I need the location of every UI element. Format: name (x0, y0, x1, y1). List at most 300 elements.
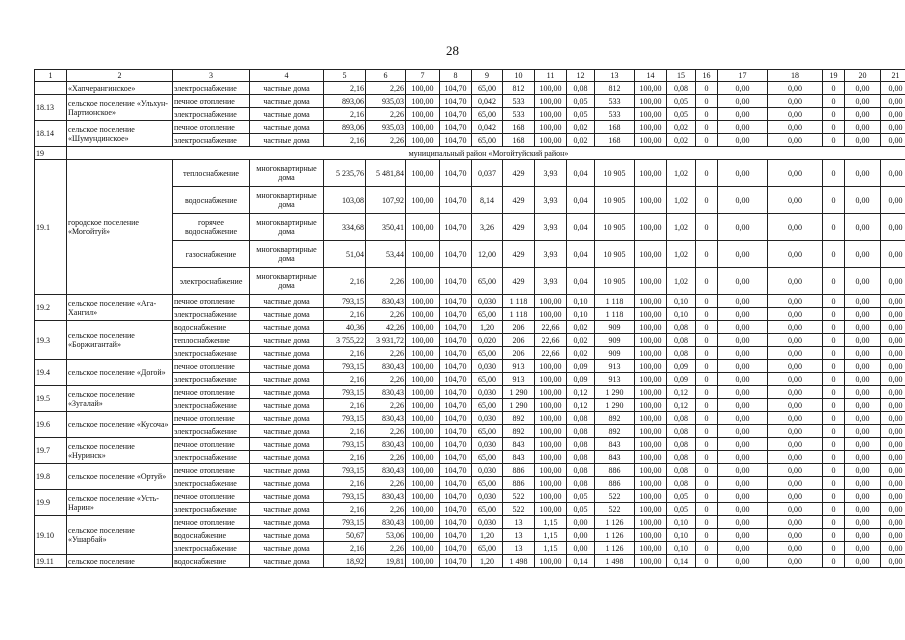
table-cell: 100,00 (406, 425, 440, 438)
table-cell: 13 (503, 516, 535, 529)
table-cell: частные дома (250, 108, 324, 121)
table-cell: 2,16 (324, 108, 366, 121)
table-cell: 0,00 (768, 425, 823, 438)
table-cell: 0,00 (881, 268, 905, 295)
table-cell: 2,26 (366, 542, 406, 555)
table-cell: 51,04 (324, 241, 366, 268)
table-cell: 100,00 (635, 308, 667, 321)
table-row (35, 438, 905, 451)
table-cell: 0,00 (718, 360, 768, 373)
table-cell: 0,00 (845, 555, 881, 568)
table-cell: электроснабжение (173, 347, 250, 360)
table-cell: 0,00 (881, 121, 905, 134)
table-cell: частные дома (250, 529, 324, 542)
table-cell: 0,00 (881, 464, 905, 477)
table-cell: многоквартирные дома (250, 160, 324, 187)
table-cell: 0,00 (718, 160, 768, 187)
table-cell: 100,00 (406, 555, 440, 568)
table-cell: 168 (503, 121, 535, 134)
table-cell: 0 (823, 121, 845, 134)
table-cell: 100,00 (406, 516, 440, 529)
table-cell: 100,00 (406, 214, 440, 241)
table-cell: 0,08 (667, 82, 696, 95)
table-cell: 0,00 (718, 108, 768, 121)
table-cell: частные дома (250, 360, 324, 373)
table-cell: 0,037 (472, 160, 503, 187)
table-cell: 0,00 (768, 477, 823, 490)
table-cell: 19.9 (35, 490, 67, 516)
table-cell: 100,00 (635, 321, 667, 334)
table-cell: 0,00 (881, 334, 905, 347)
table-cell: 2,16 (324, 82, 366, 95)
table-cell: 206 (503, 334, 535, 347)
table-cell: 100,00 (635, 516, 667, 529)
table-cell: 100,00 (635, 134, 667, 147)
table-cell: 100,00 (406, 108, 440, 121)
table-cell: 0,09 (667, 360, 696, 373)
table-cell: 843 (595, 438, 635, 451)
table-cell: 0 (696, 108, 718, 121)
table-cell: 0,00 (718, 503, 768, 516)
table-cell: 1 118 (503, 295, 535, 308)
table-cell: 0 (696, 464, 718, 477)
table-cell: 793,15 (324, 412, 366, 425)
table-cell: 893,06 (324, 121, 366, 134)
table-cell: 5 (324, 70, 366, 82)
table-cell: 0,10 (667, 542, 696, 555)
table-cell: городское поселение «Могойтуй» (67, 160, 173, 295)
table-cell: 65,00 (472, 108, 503, 121)
table-row (35, 321, 905, 334)
table-cell (35, 82, 67, 95)
table-cell: 0 (823, 516, 845, 529)
table-cell: 0,00 (845, 268, 881, 295)
table-cell: 0,00 (881, 399, 905, 412)
table-cell: 0,00 (768, 516, 823, 529)
table-cell: 0 (823, 425, 845, 438)
table-cell: 1 118 (503, 308, 535, 321)
table-cell: 0,00 (845, 82, 881, 95)
table-cell: 0,00 (881, 108, 905, 121)
table-cell: 104,70 (440, 295, 472, 308)
table-cell: частные дома (250, 425, 324, 438)
table-cell: 65,00 (472, 477, 503, 490)
table-cell: 104,70 (440, 516, 472, 529)
table-cell: 0 (823, 268, 845, 295)
table-cell: 893,06 (324, 95, 366, 108)
table-cell: 100,00 (635, 503, 667, 516)
table-cell: 913 (503, 373, 535, 386)
table-cell: 100,00 (406, 386, 440, 399)
table-cell: 0,09 (667, 373, 696, 386)
table-cell: 3,93 (535, 160, 567, 187)
table-cell: 1 498 (503, 555, 535, 568)
table-cell: 0 (823, 108, 845, 121)
table-cell: 13 (503, 529, 535, 542)
table-cell: 0,00 (768, 503, 823, 516)
table-cell: водоснабжение (173, 187, 250, 214)
table-cell: 0,00 (768, 399, 823, 412)
table-cell: 10 905 (595, 241, 635, 268)
table-cell: 1,15 (535, 542, 567, 555)
table-cell: 1 126 (595, 542, 635, 555)
table-cell: 0 (696, 121, 718, 134)
table-cell: 0,00 (845, 542, 881, 555)
table-cell: 0,10 (667, 516, 696, 529)
table-cell: 892 (595, 412, 635, 425)
table-cell: 19.8 (35, 464, 67, 490)
table-cell: 19.11 (35, 555, 67, 568)
table-cell: 350,41 (366, 214, 406, 241)
table-cell: 0,02 (567, 134, 595, 147)
table-cell: 0,00 (768, 542, 823, 555)
table-cell: 522 (595, 503, 635, 516)
table-cell: 0,00 (768, 308, 823, 321)
table-cell: 65,00 (472, 399, 503, 412)
table-cell: 100,00 (635, 121, 667, 134)
table-cell: 10 905 (595, 214, 635, 241)
table-cell: сельское поселение «Нуринск» (67, 438, 173, 464)
table-cell: печное отопление (173, 490, 250, 503)
table-cell: 100,00 (406, 295, 440, 308)
table-cell: 0,05 (567, 95, 595, 108)
table-cell: 0 (823, 529, 845, 542)
table-cell: 429 (503, 214, 535, 241)
table-cell: электроснабжение (173, 503, 250, 516)
table-cell: 13 (595, 70, 635, 82)
table-cell: 3,93 (535, 241, 567, 268)
table-cell: 104,70 (440, 160, 472, 187)
table-cell: 100,00 (535, 464, 567, 477)
table-cell: 0 (823, 386, 845, 399)
table-cell: 0 (696, 503, 718, 516)
table-cell: 0 (823, 187, 845, 214)
table-cell: 793,15 (324, 490, 366, 503)
table-cell: 0,04 (567, 187, 595, 214)
table-cell: 0 (823, 241, 845, 268)
table-row (35, 160, 905, 187)
table-cell: 0,00 (845, 477, 881, 490)
table-cell: 40,36 (324, 321, 366, 334)
table-cell: частные дома (250, 308, 324, 321)
table-cell: 168 (595, 134, 635, 147)
table-cell: 0,00 (718, 399, 768, 412)
table-cell: 0 (696, 399, 718, 412)
table-cell: 793,15 (324, 386, 366, 399)
table-cell: 830,43 (366, 412, 406, 425)
table-cell: 100,00 (535, 477, 567, 490)
table-cell: 0 (696, 82, 718, 95)
table-cell: 0 (696, 308, 718, 321)
table-cell: 0,030 (472, 490, 503, 503)
table-cell: 0,00 (768, 82, 823, 95)
table-cell: 0,00 (718, 386, 768, 399)
table-cell: 1,02 (667, 241, 696, 268)
table-cell: 0,08 (667, 477, 696, 490)
table-cell: 104,70 (440, 503, 472, 516)
table-cell: 913 (595, 373, 635, 386)
table-cell: 100,00 (635, 268, 667, 295)
table-cell: частные дома (250, 321, 324, 334)
table-cell: 0 (823, 321, 845, 334)
table-cell: электроснабжение (173, 373, 250, 386)
table-cell: 0,00 (718, 347, 768, 360)
table-cell: 15 (667, 70, 696, 82)
table-cell: 0 (696, 134, 718, 147)
table-cell: 0,05 (567, 108, 595, 121)
table-cell: 2,16 (324, 451, 366, 464)
table-cell: 793,15 (324, 360, 366, 373)
table-cell: печное отопление (173, 438, 250, 451)
table-cell: сельское поселение «Ага-Хангил» (67, 295, 173, 321)
table-row (35, 386, 905, 399)
table-cell: 20 (845, 70, 881, 82)
table-cell: 429 (503, 241, 535, 268)
table-cell: 0,00 (881, 295, 905, 308)
table-cell: 0,00 (845, 438, 881, 451)
table-cell: 0,00 (845, 347, 881, 360)
table-cell: 100,00 (635, 360, 667, 373)
table-cell: 0,00 (881, 425, 905, 438)
table-cell: 1 118 (595, 308, 635, 321)
table-cell: 100,00 (535, 295, 567, 308)
table-cell: газоснабжение (173, 241, 250, 268)
table-cell: 0,00 (881, 95, 905, 108)
table-cell: электроснабжение (173, 451, 250, 464)
table-cell: 1,02 (667, 187, 696, 214)
table-cell: 100,00 (635, 542, 667, 555)
table-cell: 100,00 (535, 451, 567, 464)
table-cell: 0,00 (845, 134, 881, 147)
table-cell: частные дома (250, 555, 324, 568)
table-cell: 0,00 (718, 241, 768, 268)
table-cell: 2,26 (366, 451, 406, 464)
table-cell: 100,00 (406, 529, 440, 542)
table-cell: 2,16 (324, 134, 366, 147)
table-cell: 0,00 (881, 529, 905, 542)
table-cell: 0,00 (718, 516, 768, 529)
table-cell: 533 (595, 108, 635, 121)
table-cell: 100,00 (635, 490, 667, 503)
table-cell: 104,70 (440, 386, 472, 399)
table-cell: 0,00 (718, 373, 768, 386)
table-cell: 0,00 (881, 134, 905, 147)
table-cell: 50,67 (324, 529, 366, 542)
table-cell: 1,15 (535, 516, 567, 529)
table-cell: 0,00 (845, 399, 881, 412)
table-row (35, 147, 905, 160)
table-cell: печное отопление (173, 95, 250, 108)
table-cell: 19.5 (35, 386, 67, 412)
table-cell: частные дома (250, 438, 324, 451)
table-cell: 0,00 (567, 542, 595, 555)
table-cell: 0,00 (768, 464, 823, 477)
table-cell: 0,00 (881, 214, 905, 241)
table-cell: 0,00 (881, 490, 905, 503)
table-cell: 0,00 (768, 386, 823, 399)
table-cell: 0,00 (768, 160, 823, 187)
table-cell: печное отопление (173, 121, 250, 134)
table-cell: 0,00 (718, 308, 768, 321)
table-cell: 100,00 (635, 451, 667, 464)
table-cell: частные дома (250, 477, 324, 490)
table-cell: печное отопление (173, 412, 250, 425)
table-cell: 429 (503, 187, 535, 214)
table-cell: частные дома (250, 503, 324, 516)
table-cell: 11 (535, 70, 567, 82)
table-cell: 429 (503, 160, 535, 187)
table-cell: 0,02 (567, 334, 595, 347)
table-cell: 100,00 (535, 134, 567, 147)
table-cell: 100,00 (535, 438, 567, 451)
table-cell: 886 (503, 477, 535, 490)
table-cell: частные дома (250, 464, 324, 477)
table-cell: 100,00 (635, 334, 667, 347)
table-cell: 100,00 (635, 373, 667, 386)
table-cell: 100,00 (535, 360, 567, 373)
table-cell: 104,70 (440, 464, 472, 477)
table-cell: 0 (823, 334, 845, 347)
table-cell: 104,70 (440, 529, 472, 542)
table-cell: 2,26 (366, 399, 406, 412)
table-row (35, 464, 905, 477)
table-row (35, 295, 905, 308)
table-cell: 19,81 (366, 555, 406, 568)
table-cell: 100,00 (635, 82, 667, 95)
table-cell: 1,02 (667, 214, 696, 241)
table-cell: 168 (595, 121, 635, 134)
table-cell: 107,92 (366, 187, 406, 214)
table-cell: 0,00 (845, 529, 881, 542)
table-cell: 0,00 (881, 516, 905, 529)
table-cell: 19 (35, 147, 67, 160)
table-cell: 1,02 (667, 160, 696, 187)
table-cell: 100,00 (406, 503, 440, 516)
table-cell: 104,70 (440, 477, 472, 490)
table-cell: 0,00 (768, 373, 823, 386)
table-cell: 100,00 (635, 412, 667, 425)
table-cell: 0,00 (768, 360, 823, 373)
table-cell: 3,93 (535, 268, 567, 295)
table-cell: 0,00 (718, 425, 768, 438)
table-cell: 0 (823, 95, 845, 108)
table-cell: 0,00 (845, 295, 881, 308)
table-cell: 0,00 (768, 214, 823, 241)
table-cell: 0,00 (845, 160, 881, 187)
table-cell: электроснабжение (173, 308, 250, 321)
table-cell: 0,00 (718, 555, 768, 568)
table-cell: 522 (503, 503, 535, 516)
table-cell: 909 (595, 334, 635, 347)
table-cell: 0,08 (667, 451, 696, 464)
table-cell: 0,05 (567, 503, 595, 516)
table-cell: 100,00 (406, 477, 440, 490)
table-cell: 830,43 (366, 386, 406, 399)
table-cell: 0 (823, 464, 845, 477)
table-cell: частные дома (250, 516, 324, 529)
table-cell: 0 (696, 241, 718, 268)
table-cell: 65,00 (472, 503, 503, 516)
table-cell: 0,08 (567, 438, 595, 451)
table-cell: 7 (406, 70, 440, 82)
table-cell: 0,00 (845, 308, 881, 321)
table-cell: 886 (595, 464, 635, 477)
table-cell: 22,66 (535, 321, 567, 334)
table-cell: 100,00 (535, 399, 567, 412)
table-cell: 100,00 (635, 425, 667, 438)
table-cell: 0,02 (667, 134, 696, 147)
table-cell: частные дома (250, 134, 324, 147)
table-cell: водоснабжение (173, 529, 250, 542)
table-cell: 6 (366, 70, 406, 82)
table-cell: 104,70 (440, 451, 472, 464)
table-cell: 886 (503, 464, 535, 477)
table-cell: частные дома (250, 121, 324, 134)
table-cell: 2,16 (324, 373, 366, 386)
table-cell: 0,14 (567, 555, 595, 568)
table-cell: 100,00 (535, 425, 567, 438)
table-cell: 2,26 (366, 347, 406, 360)
table-cell: 0,08 (567, 425, 595, 438)
table-cell: 0,08 (667, 334, 696, 347)
table-cell: 0,08 (567, 412, 595, 425)
table-cell: 0,00 (718, 187, 768, 214)
table-cell: 206 (503, 321, 535, 334)
table-cell: 0,00 (881, 360, 905, 373)
table-cell: 65,00 (472, 425, 503, 438)
table-cell: 0 (696, 373, 718, 386)
table-cell: 100,00 (535, 490, 567, 503)
table-cell: 0,00 (845, 321, 881, 334)
table-cell: «Хапчерангинское» (67, 82, 173, 95)
table-cell: 0,00 (718, 214, 768, 241)
table-cell: 0,08 (667, 438, 696, 451)
table-cell: 0 (823, 373, 845, 386)
table-cell: 0,00 (768, 295, 823, 308)
table-cell: сельское поселение «Догой» (67, 360, 173, 386)
table-cell: 65,00 (472, 134, 503, 147)
table-cell: 0,00 (768, 95, 823, 108)
table-cell: 812 (503, 82, 535, 95)
table-cell: 104,70 (440, 399, 472, 412)
table-cell: 100,00 (535, 95, 567, 108)
table-cell: 0,10 (567, 308, 595, 321)
table-cell: 0,12 (667, 386, 696, 399)
table-cell: 0 (823, 555, 845, 568)
table-cell: 0,00 (881, 503, 905, 516)
table-cell: 2,26 (366, 425, 406, 438)
table-cell: 206 (503, 347, 535, 360)
table-cell: 0 (823, 438, 845, 451)
table-cell: 1 126 (595, 516, 635, 529)
table-cell: 19.6 (35, 412, 67, 438)
table-cell: 100,00 (635, 95, 667, 108)
table-cell: 892 (503, 425, 535, 438)
table-cell: 0,00 (881, 308, 905, 321)
table-cell: 2,16 (324, 542, 366, 555)
table-cell: 100,00 (406, 268, 440, 295)
table-cell: 0,09 (567, 373, 595, 386)
table-cell: 2,26 (366, 108, 406, 121)
table-cell: многоквартирные дома (250, 241, 324, 268)
table-cell: 0,00 (718, 542, 768, 555)
table-cell: 0,12 (567, 399, 595, 412)
table-cell: 104,70 (440, 360, 472, 373)
table-cell: 0,00 (845, 425, 881, 438)
table-cell: 812 (595, 82, 635, 95)
table-cell: 0,00 (718, 268, 768, 295)
table-cell: 0,00 (845, 187, 881, 214)
